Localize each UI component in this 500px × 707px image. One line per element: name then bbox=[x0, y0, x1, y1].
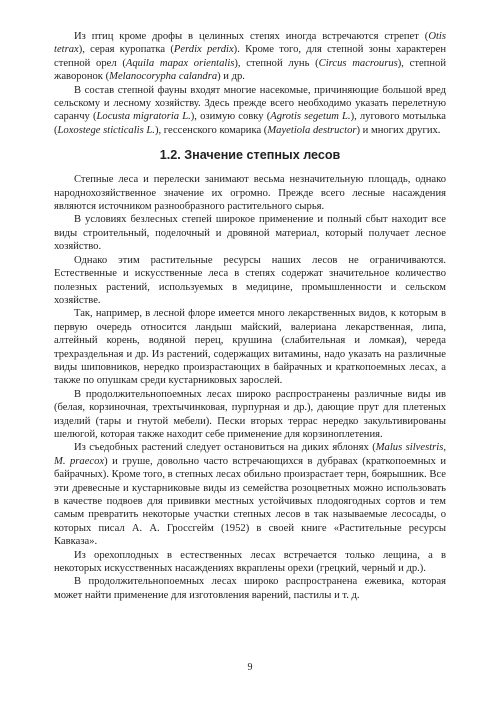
paragraph bbox=[54, 549, 446, 576]
latin-name: Agrotis segetum L. bbox=[270, 111, 351, 123]
text-block-top bbox=[54, 30, 446, 137]
text-run: , bbox=[443, 442, 446, 454]
paragraph bbox=[54, 575, 446, 602]
latin-name: Loxostege sticticalis L. bbox=[57, 124, 155, 136]
paragraph bbox=[54, 388, 446, 442]
text-run: В условиях безлесных степей широкое применение и полный сбыт находит все виды строительный, поделочный и дровяной материал, который получает лесное хозяйство. bbox=[54, 214, 446, 253]
paragraph bbox=[54, 173, 446, 213]
text-run: В продолжительнопоемных лесах широко распространена ежевика, которая может найти применение для изготовления варений, пастилы и т. д. bbox=[54, 576, 446, 601]
latin-name: M. praecox bbox=[54, 455, 105, 467]
text-run: ). Кроме того, для степной зоны характерен степной орел ( bbox=[54, 44, 447, 69]
text-run: ), степной лунь ( bbox=[234, 57, 319, 69]
text-run: ) и др. bbox=[217, 71, 245, 83]
latin-name: Circus macrourus bbox=[318, 57, 398, 69]
text-run: Однако этим растительные ресурсы наших лесов не ограничиваются. Естественные и искусственные леса в степях содержат значительное количество полезных растений, используемых в медицине, промышленности и сельском хозяйстве. bbox=[54, 254, 446, 306]
paragraph bbox=[54, 307, 446, 387]
latin-name: Malus silvestris bbox=[375, 442, 444, 454]
paragraph bbox=[54, 213, 446, 253]
paragraph bbox=[54, 30, 446, 84]
text-run: Из птиц кроме дрофы в целинных степях иногда встречаются стрепет ( bbox=[74, 31, 429, 42]
text-run: Так, например, в лесной флоре имеется много лекарственных видов, к которым в первую очередь относится ландыш майский, валериана лекарственная, липа, алтейный корень, водяной перец, крушина (слабительная и ломкая), череда трехраздельная и др. Из растений, содержащих витамины, надо указать на различные виды шиповников, нередко произрастающих в байрачных и краткопоемных лесах, а также по опушкам среди кустарниковых зарослей. bbox=[54, 308, 446, 387]
latin-name: Otis tetrax bbox=[54, 31, 446, 56]
text-run: ), озимую совку ( bbox=[190, 111, 271, 123]
latin-name: Melanocorypha calandra bbox=[109, 71, 218, 83]
text-run: ), степной жаворонок ( bbox=[54, 57, 446, 83]
text-run: ) и груше, довольно часто встречающихся в дубравах (краткопоемных и байрачных). Кроме того, в степных лесах обильно произрастает терн, боярышник. Все эти древесные и кустарниковые виды из семейства розоцветных можно использовать в качестве подвоев для прививки местных устойчивых плодоягодных сортов и тем самым превратить некоторые участки степных лесов в так называемые лесосады, о которых писал А. А. Гроссгейм (1952) в своей книге «Растительные ресурсы Кавказа». bbox=[54, 455, 446, 548]
page-content bbox=[54, 30, 446, 602]
page-number: 9 bbox=[247, 662, 253, 673]
text-run: Из съедобных растений следует остановиться на диких яблонях ( bbox=[74, 442, 376, 454]
text-run: ), гессенского комарика ( bbox=[154, 124, 268, 136]
text-run: Из орехоплодных в естественных лесах встречается только лещина, а в некоторых искусственных насаждениях вкраплены орехи (грецкий, черный и др.). bbox=[54, 549, 446, 575]
paragraph bbox=[54, 441, 446, 548]
text-run: ), серая куропатка ( bbox=[78, 44, 174, 56]
text-run: ) и многих других. bbox=[356, 124, 441, 136]
section-heading: 1.2. Значение степных лесов bbox=[159, 148, 341, 163]
text-run: В продолжительнопоемных лесах широко распространены различные виды ив (белая, корзиночная, трехтычинковая, пурпурная и др.), дающие прут для плетеных изделий (тары и гнутой мебели). Пески вторых террас нередко закультивированы шелюгой, которая также находит себе применение для корзиноплетения. bbox=[54, 388, 446, 440]
paragraph bbox=[54, 254, 446, 308]
latin-name: Mayetiola destructor bbox=[267, 124, 357, 136]
latin-name: Aquila mapax orientalis bbox=[125, 57, 235, 69]
text-run: ), лугового мотылька ( bbox=[54, 111, 446, 136]
latin-name: Perdix perdix bbox=[173, 44, 234, 56]
latin-name: Locusta migratoria L. bbox=[96, 111, 191, 123]
paragraph bbox=[54, 84, 446, 138]
text-run: В состав степной фауны входят многие насекомые, причиняющие большой вред сельскому и лесному хозяйству. Здесь прежде всего необходимо указать перелетную саранчу ( bbox=[54, 84, 446, 123]
text-run: Степные леса и перелески занимают весьма незначительную площадь, однако народнохозяйственное значение их огромно. Прежде всего лесные насаждения являются источником разнообразного растительного сырья. bbox=[54, 174, 446, 213]
text-block-bottom bbox=[54, 173, 446, 602]
